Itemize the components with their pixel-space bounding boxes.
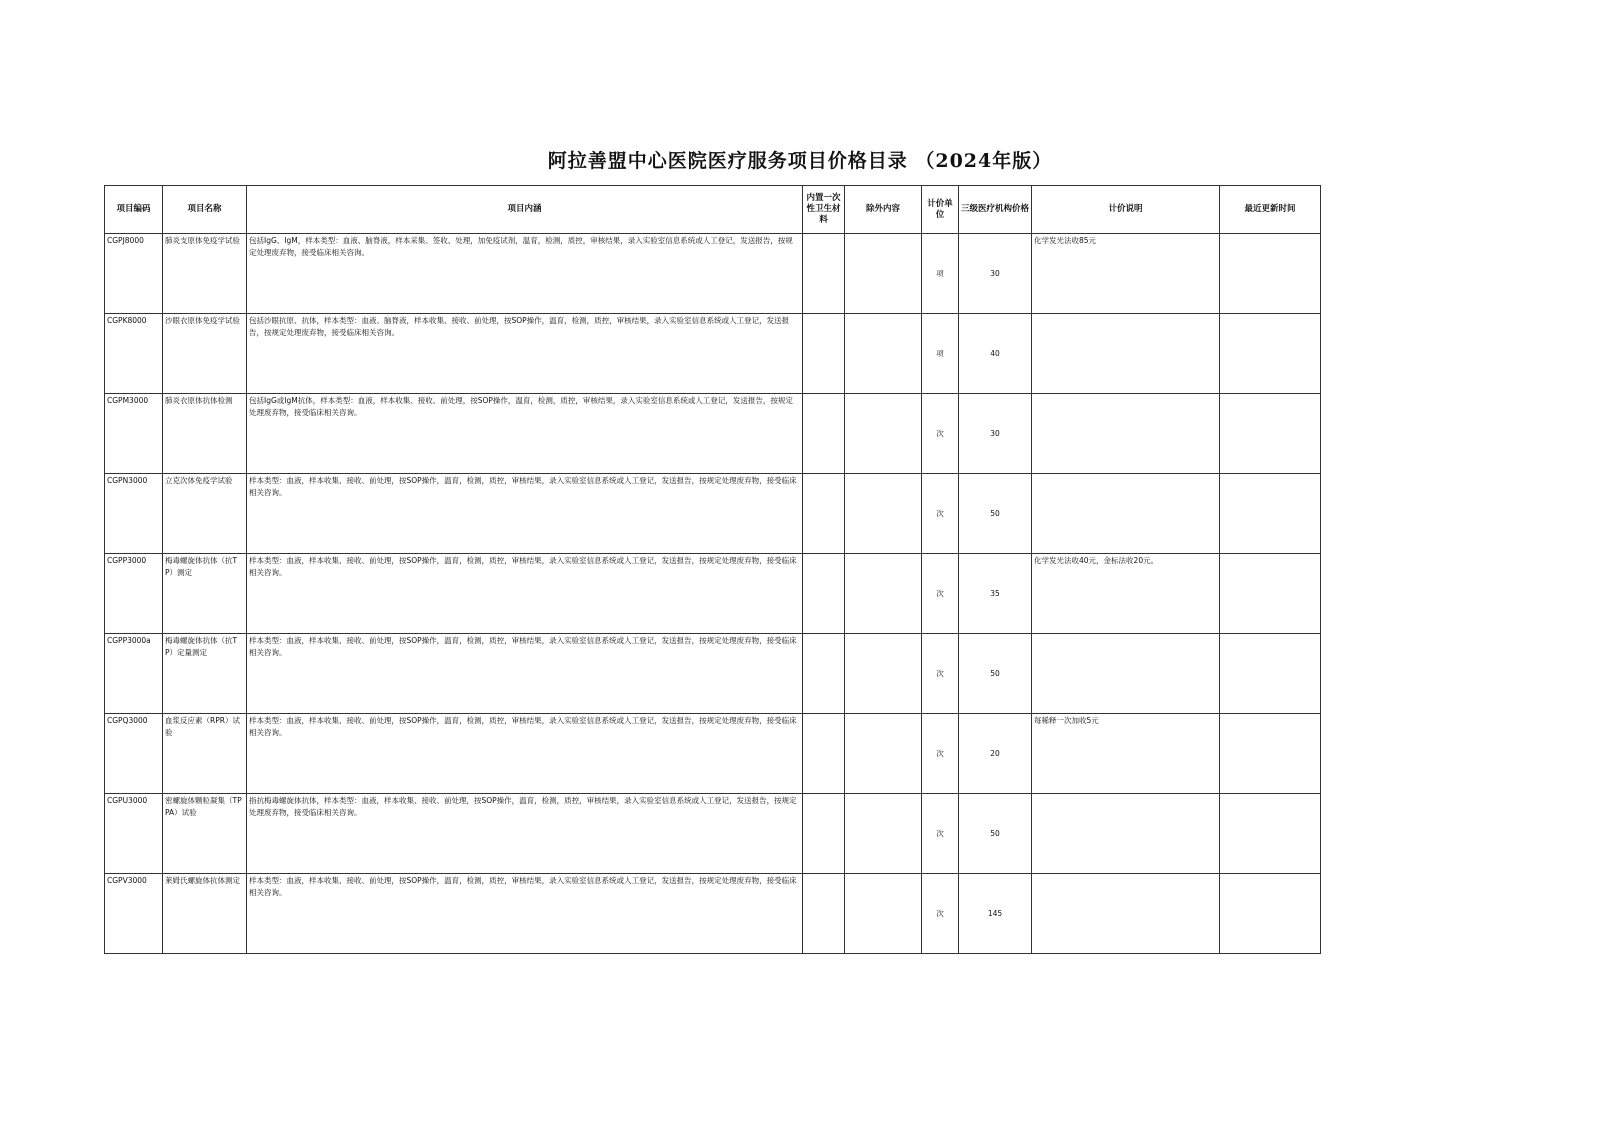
cell-consumables [803,394,845,474]
cell-name: 肺炎支原体免疫学试验 [163,234,247,314]
cell-price: 30 [959,234,1032,314]
cell-updated [1220,394,1321,474]
cell-price: 50 [959,794,1032,874]
cell-content: 样本类型：血液，样本收集、接收、前处理，按SOP操作，温育，检测，质控，审核结果，录入实验室信息系统或人工登记，发送报告，按规定处理废弃物，接受临床相关咨询。 [247,714,803,794]
cell-updated [1220,634,1321,714]
cell-unit: 次 [922,634,959,714]
cell-content: 包括IgG、IgM，样本类型：血液、脑脊液，样本采集、签收、处理，加免疫试剂，温育，检测，质控，审核结果，录入实验室信息系统或人工登记，发送报告，按规定处理废弃物，接受临床相关咨询。 [247,234,803,314]
cell-note: 化学发光法收40元，金标法收20元。 [1032,554,1220,634]
cell-unit: 次 [922,714,959,794]
cell-exclusions [845,554,922,634]
cell-code: CGPP3000a [105,634,163,714]
column-header-content: 项目内涵 [247,186,803,234]
cell-note [1032,634,1220,714]
table-row [105,794,1321,874]
cell-updated [1220,314,1321,394]
cell-name: 密螺旋体颗粒凝集（TPPA）试验 [163,794,247,874]
cell-consumables [803,554,845,634]
cell-content: 样本类型：血液，样本收集、接收、前处理，按SOP操作，温育，检测，质控，审核结果，录入实验室信息系统或人工登记，发送报告，按规定处理废弃物，接受临床相关咨询。 [247,634,803,714]
cell-exclusions [845,714,922,794]
column-header-consumables: 内置一次性卫生材料 [803,186,845,234]
cell-updated [1220,874,1321,954]
cell-consumables [803,314,845,394]
table-row [105,634,1321,714]
cell-content: 样本类型：血液，样本收集、接收、前处理，按SOP操作，温育，检测，质控，审核结果，录入实验室信息系统或人工登记，发送报告，按规定处理废弃物，接受临床相关咨询。 [247,554,803,634]
cell-name: 肺炎衣原体抗体检测 [163,394,247,474]
cell-name: 血浆反应素（RPR）试验 [163,714,247,794]
cell-code: CGPJ8000 [105,234,163,314]
table-row [105,874,1321,954]
cell-note: 化学发光法收85元 [1032,234,1220,314]
cell-updated [1220,234,1321,314]
column-header-name: 项目名称 [163,186,247,234]
cell-price: 30 [959,394,1032,474]
cell-updated [1220,714,1321,794]
cell-price: 50 [959,634,1032,714]
column-header-price: 三级医疗机构价格 [959,186,1032,234]
table-row [105,314,1321,394]
cell-price: 20 [959,714,1032,794]
cell-exclusions [845,394,922,474]
cell-exclusions [845,314,922,394]
cell-note [1032,394,1220,474]
column-header-exclusions: 除外内容 [845,186,922,234]
cell-consumables [803,474,845,554]
cell-consumables [803,634,845,714]
document-title: 阿拉善盟中心医院医疗服务项目价格目录 （2024年版） [547,150,1053,172]
cell-name: 梅毒螺旋体抗体（抗TP）定量测定 [163,634,247,714]
column-header-updated: 最近更新时间 [1220,186,1321,234]
cell-note: 每稀释一次加收5元 [1032,714,1220,794]
cell-consumables [803,874,845,954]
cell-content: 样本类型：血液，样本收集、接收、前处理，按SOP操作，温育，检测，质控，审核结果，录入实验室信息系统或人工登记，发送报告，按规定处理废弃物，接受临床相关咨询。 [247,474,803,554]
cell-exclusions [845,474,922,554]
cell-unit: 项 [922,234,959,314]
table-row [105,234,1321,314]
cell-exclusions [845,794,922,874]
cell-unit: 次 [922,554,959,634]
cell-updated [1220,794,1321,874]
table-row [105,714,1321,794]
cell-updated [1220,554,1321,634]
cell-price: 40 [959,314,1032,394]
cell-content: 指抗梅毒螺旋体抗体，样本类型：血液，样本收集、接收、前处理，按SOP操作，温育，检测，质控，审核结果，录入实验室信息系统或人工登记，发送报告，按规定处理废弃物，接受临床相关咨询。 [247,794,803,874]
cell-unit: 次 [922,794,959,874]
cell-code: CGPN3000 [105,474,163,554]
cell-consumables [803,794,845,874]
cell-code: CGPV3000 [105,874,163,954]
cell-consumables [803,234,845,314]
cell-unit: 次 [922,474,959,554]
cell-price: 145 [959,874,1032,954]
cell-price: 35 [959,554,1032,634]
column-header-unit: 计价单位 [922,186,959,234]
cell-note [1032,874,1220,954]
cell-updated [1220,474,1321,554]
table-row [105,474,1321,554]
cell-name: 莱姆氏螺旋体抗体测定 [163,874,247,954]
table-row [105,554,1321,634]
cell-code: CGPP3000 [105,554,163,634]
cell-exclusions [845,874,922,954]
cell-consumables [803,714,845,794]
column-header-code: 项目编码 [105,186,163,234]
cell-unit: 次 [922,394,959,474]
cell-code: CGPQ3000 [105,714,163,794]
cell-code: CGPK8000 [105,314,163,394]
cell-note [1032,314,1220,394]
cell-exclusions [845,634,922,714]
cell-unit: 项 [922,314,959,394]
cell-code: CGPU3000 [105,794,163,874]
header-row [105,186,1321,234]
cell-note [1032,794,1220,874]
table-row [105,394,1321,474]
cell-content: 包括沙眼抗原、抗体，样本类型：血液、脑脊液，样本收集、接收、前处理，按SOP操作，温育，检测，质控，审核结果，录入实验室信息系统或人工登记，发送报告，按规定处理废弃物，接受临床相关咨询。 [247,314,803,394]
cell-code: CGPM3000 [105,394,163,474]
cell-content: 包括IgG或IgM抗体，样本类型：血液，样本收集、接收、前处理，按SOP操作，温育，检测，质控，审核结果，录入实验室信息系统或人工登记，发送报告，按规定处理废弃物，接受临床相关咨询。 [247,394,803,474]
cell-exclusions [845,234,922,314]
cell-note [1032,474,1220,554]
column-header-note: 计价说明 [1032,186,1220,234]
cell-name: 沙眼衣原体免疫学试验 [163,314,247,394]
cell-unit: 次 [922,874,959,954]
cell-name: 立克次体免疫学试验 [163,474,247,554]
cell-name: 梅毒螺旋体抗体（抗TP）测定 [163,554,247,634]
cell-content: 样本类型：血液，样本收集、接收、前处理，按SOP操作，温育，检测，质控，审核结果，录入实验室信息系统或人工登记，发送报告，按规定处理废弃物，接受临床相关咨询。 [247,874,803,954]
cell-price: 50 [959,474,1032,554]
price-catalog-table [104,185,1321,954]
